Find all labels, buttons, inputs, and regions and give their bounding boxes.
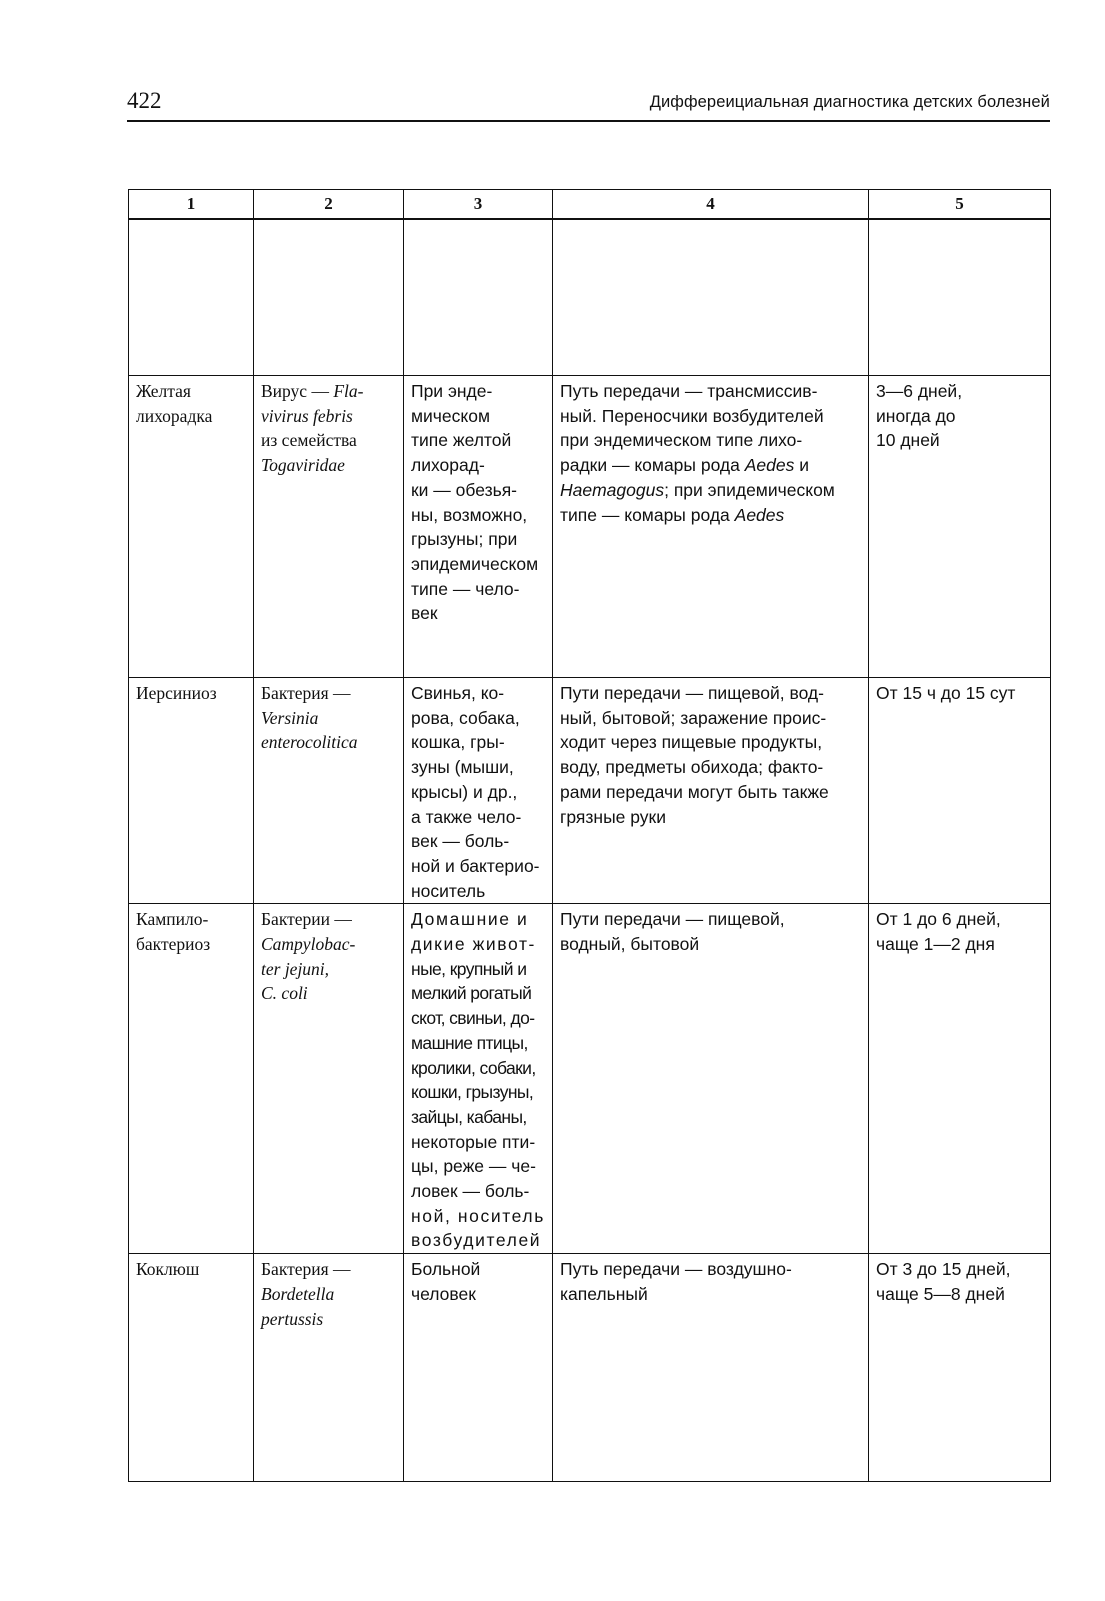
- disease-cell: [129, 678, 254, 904]
- cell-text-line: чаще 5—8 дней: [876, 1283, 1005, 1304]
- cell-text-line: кошки, грызуны,: [411, 1082, 534, 1103]
- cell-text-line: типе желтой: [411, 430, 512, 451]
- cell-text-segment: грязные руки: [560, 806, 666, 827]
- source-cell: [404, 678, 553, 904]
- cell-text-line: ки — обезья-: [411, 479, 518, 500]
- cell-text-line: Свинья, ко-: [411, 683, 505, 703]
- cell-text-line: [560, 1257, 862, 1282]
- incubation-cell: [869, 376, 1051, 678]
- cell-text-segment: радки — комары рода: [560, 455, 745, 476]
- cell-text-line: [560, 1282, 862, 1307]
- cell-text-line: [261, 907, 397, 932]
- cell-text-segment: Aedes: [744, 455, 795, 476]
- column-header: 2: [254, 190, 404, 220]
- cell-text-line: [261, 379, 397, 404]
- pathogen-cell: [254, 376, 404, 678]
- cell-text-line: Желтая: [136, 381, 191, 401]
- cell-text-segment: enterocolitica: [261, 732, 358, 753]
- cell-text-line: дикие живот-: [411, 934, 536, 955]
- cell-text-line: [261, 404, 397, 429]
- cell-text-line: зуны (мыши,: [411, 757, 514, 778]
- cell-text-line: [560, 907, 862, 932]
- cell-text-line: [560, 706, 862, 731]
- cell-text-line: [261, 1307, 397, 1332]
- table-row: [129, 904, 1051, 1254]
- column-header: 4: [553, 190, 869, 220]
- cell-text-line: [560, 681, 862, 706]
- cell-text-segment: Бактерии —: [261, 909, 352, 930]
- cell-text-line: машние птицы,: [411, 1032, 528, 1053]
- cell-text-segment: Bordetella: [261, 1283, 335, 1304]
- cell-text-line: Кампило-: [136, 909, 209, 930]
- cell-text-line: При энде-: [411, 381, 493, 401]
- cell-text-segment: Пути передачи — пищевой, вод-: [560, 683, 824, 703]
- table-cell: [254, 219, 404, 376]
- incubation-cell: [869, 678, 1051, 904]
- cell-text-segment: Fla-: [333, 381, 364, 401]
- page-header: [127, 86, 1050, 122]
- cell-text-line: некоторые пти-: [411, 1131, 536, 1152]
- cell-text-line: чаще 1—2 дня: [876, 934, 995, 955]
- cell-text-line: [261, 706, 397, 731]
- disease-cell: [129, 1254, 254, 1482]
- cell-text-line: лихорадка: [136, 405, 213, 426]
- cell-text-segment: рами передачи могут быть также: [560, 781, 829, 802]
- cell-text-segment: pertussis: [261, 1308, 324, 1329]
- pathogen-cell: [254, 904, 404, 1254]
- transmission-cell: [553, 1254, 869, 1482]
- cell-text-line: [261, 428, 397, 453]
- cell-text-line: век: [411, 603, 438, 624]
- cell-text-line: эпидемическом: [411, 553, 539, 574]
- cell-text-line: [261, 957, 397, 982]
- table-cell: [404, 219, 553, 376]
- column-header: 5: [869, 190, 1051, 220]
- cell-text-line: лихорад-: [411, 455, 485, 476]
- incubation-cell: [869, 1254, 1051, 1482]
- cell-text-line: мелкий рогатый: [411, 983, 532, 1004]
- cell-text-segment: капельный: [560, 1283, 648, 1304]
- cell-text-line: типе — чело-: [411, 578, 520, 599]
- cell-text-line: [560, 730, 862, 755]
- cell-text-line: цы, реже — че-: [411, 1156, 536, 1177]
- cell-text-line: век — боль-: [411, 831, 510, 852]
- cell-text-line: [261, 453, 397, 478]
- table-row: [129, 1254, 1051, 1482]
- cell-text-segment: водный, бытовой: [560, 934, 700, 955]
- running-title: Диффереициальная диагностика детских болезней: [649, 93, 1050, 111]
- column-header: 1: [129, 190, 254, 220]
- cell-text-segment: из семейства: [261, 430, 357, 451]
- cell-text-segment: типе — комары рода: [560, 504, 735, 525]
- cell-text-line: Домашние и: [411, 909, 529, 930]
- cell-text-segment: Togaviridae: [261, 455, 345, 476]
- cell-text-line: [261, 730, 397, 755]
- cell-text-line: [560, 478, 862, 503]
- cell-text-segment: при эндемическом типе лихо-: [560, 430, 803, 451]
- cell-text-segment: Haemagogus: [560, 479, 665, 500]
- table-cell: [553, 219, 869, 376]
- cell-text-segment: ный. Переносчики возбудителей: [560, 405, 824, 426]
- cell-text-line: мическом: [411, 405, 491, 426]
- transmission-cell: [553, 376, 869, 678]
- cell-text-line: [261, 981, 397, 1006]
- cell-text-line: От 15 ч до 15 сут: [876, 683, 1016, 703]
- cell-text-line: От 3 до 15 дней,: [876, 1259, 1011, 1280]
- cell-text-segment: Путь передачи — трансмиссив-: [560, 381, 818, 401]
- cell-text-segment: Бактерия —: [261, 1259, 351, 1280]
- cell-text-line: крысы) и др.,: [411, 781, 518, 802]
- cell-text-line: [261, 932, 397, 957]
- cell-text-line: кошка, гры-: [411, 732, 505, 753]
- cell-text-line: грызуны; при: [411, 529, 518, 550]
- cell-text-segment: Вирус —: [261, 381, 334, 401]
- cell-text-line: 10 дней: [876, 430, 940, 451]
- cell-text-line: кролики, собаки,: [411, 1057, 536, 1078]
- page-number: 422: [127, 88, 162, 113]
- cell-text-line: [261, 1282, 397, 1307]
- cell-text-line: рова, собака,: [411, 707, 520, 728]
- cell-text-line: [560, 805, 862, 830]
- cell-text-line: ной, носитель: [411, 1205, 545, 1226]
- cell-text-line: человек: [411, 1283, 476, 1304]
- cell-text-segment: C. coli: [261, 983, 308, 1004]
- cell-text-segment: Путь передачи — воздушно-: [560, 1259, 792, 1280]
- table-cell: [129, 219, 254, 376]
- cell-text-segment: Campylobac-: [261, 934, 356, 955]
- cell-text-segment: Aedes: [734, 504, 785, 525]
- cell-text-line: [560, 428, 862, 453]
- cell-text-line: Больной: [411, 1259, 481, 1280]
- cell-text-line: Иерсиниоз: [136, 683, 217, 703]
- pathogen-cell: [254, 678, 404, 904]
- pathogen-cell: [254, 1254, 404, 1482]
- cell-text-segment: vivirus febris: [261, 405, 353, 426]
- cell-text-line: ны, возможно,: [411, 504, 528, 525]
- cell-text-line: Коклюш: [136, 1259, 200, 1280]
- cell-text-segment: ный, бытовой; заражение проис-: [560, 707, 827, 728]
- cell-text-line: возбудителей: [411, 1230, 542, 1251]
- cell-text-line: От 1 до 6 дней,: [876, 909, 1001, 930]
- source-cell: [404, 1254, 553, 1482]
- cell-text-line: бактериоз: [136, 934, 211, 955]
- epidemiology-table: [128, 189, 1051, 1482]
- cell-text-segment: ter jejuni,: [261, 958, 330, 979]
- table-row: [129, 376, 1051, 678]
- cell-text-segment: воду, предметы обихода; факто-: [560, 757, 824, 778]
- disease-cell: [129, 904, 254, 1254]
- cell-text-segment: и: [794, 455, 810, 476]
- source-cell: [404, 904, 553, 1254]
- incubation-cell: [869, 904, 1051, 1254]
- cell-text-line: [560, 780, 862, 805]
- cell-text-segment: ; при эпидемическом: [664, 479, 835, 500]
- cell-text-line: 3—6 дней,: [876, 381, 963, 401]
- cell-text-line: ловек — боль-: [411, 1181, 530, 1202]
- cell-text-segment: Бактерия —: [261, 683, 351, 703]
- cell-text-line: [560, 379, 862, 404]
- column-header: 3: [404, 190, 553, 220]
- table-row-empty: [129, 219, 1051, 376]
- source-cell: [404, 376, 553, 678]
- disease-cell: [129, 376, 254, 678]
- column-header-row: [129, 190, 1051, 220]
- cell-text-line: [560, 404, 862, 429]
- cell-text-line: [560, 932, 862, 957]
- cell-text-line: ной и бактерио-: [411, 855, 540, 876]
- transmission-cell: [553, 678, 869, 904]
- cell-text-line: [560, 503, 862, 528]
- cell-text-segment: Пути передачи — пищевой,: [560, 909, 785, 930]
- cell-text-line: иногда до: [876, 405, 956, 426]
- cell-text-line: а также чело-: [411, 806, 522, 827]
- cell-text-line: ные, крупный и: [411, 958, 527, 979]
- cell-text-segment: Versinia: [261, 707, 319, 728]
- cell-text-line: [560, 453, 862, 478]
- cell-text-line: [560, 755, 862, 780]
- table-row: [129, 678, 1051, 904]
- cell-text-segment: ходит через пищевые продукты,: [560, 732, 823, 753]
- cell-text-line: зайцы, кабаны,: [411, 1106, 527, 1127]
- cell-text-line: носитель: [411, 880, 486, 901]
- cell-text-line: скот, свиньи, до-: [411, 1008, 535, 1029]
- transmission-cell: [553, 904, 869, 1254]
- table-cell: [869, 219, 1051, 376]
- cell-text-line: [261, 681, 397, 706]
- cell-text-line: [261, 1257, 397, 1282]
